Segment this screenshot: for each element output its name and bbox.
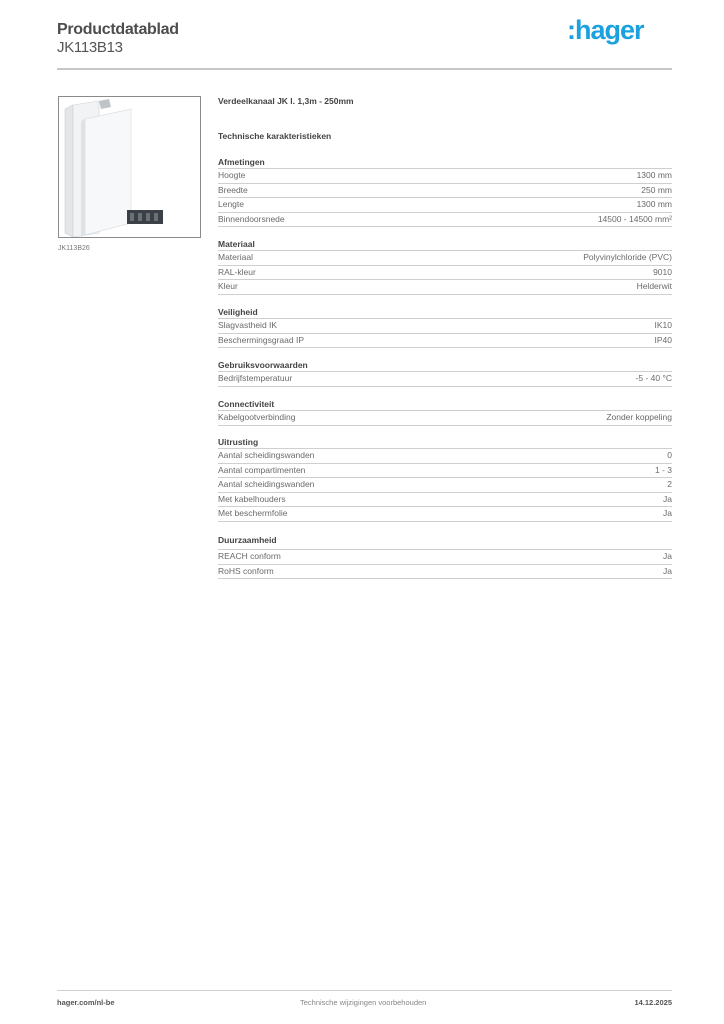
- spec-value: Zonder koppeling: [606, 412, 672, 422]
- spec-label: Lengte: [218, 199, 244, 209]
- spec-value: Helderwit: [636, 281, 672, 291]
- image-caption: JK113B26: [58, 245, 90, 252]
- spec-label: Kleur: [218, 281, 238, 291]
- spec-value: 250 mm: [641, 184, 672, 195]
- spec-label: Binnendoorsnede: [218, 213, 285, 224]
- section-veiligheid: [218, 306, 672, 348]
- spec-row: [218, 411, 672, 426]
- section-afmetingen: [218, 156, 672, 227]
- spec-row: [218, 266, 672, 281]
- cable-duct-illustration: [59, 97, 201, 238]
- spec-label: RAL-kleur: [218, 266, 256, 277]
- section-materiaal: [218, 238, 672, 295]
- hager-logo: :hager: [567, 15, 644, 45]
- section-connectiviteit: [218, 398, 672, 426]
- spec-label: Breedte: [218, 184, 248, 195]
- product-code: JK113B13: [57, 39, 123, 56]
- spec-row: [218, 478, 672, 493]
- section-heading: Veiligheid: [218, 306, 672, 319]
- spec-row: [218, 372, 672, 387]
- section-duurzaamheid: [218, 534, 672, 579]
- tech-title: Technische karakteristieken: [218, 131, 332, 141]
- spec-value: IK10: [654, 320, 672, 330]
- spec-value: Polyvinylchloride (PVC): [583, 252, 672, 262]
- spec-row: [218, 334, 672, 349]
- section-heading: Duurzaamheid: [218, 534, 672, 550]
- product-image: [58, 96, 201, 238]
- spec-value: IP40: [654, 334, 672, 345]
- spec-row: [218, 464, 672, 479]
- section-heading: Uitrusting: [218, 436, 672, 449]
- spec-label: Met beschermfolie: [218, 508, 288, 518]
- spec-value: 9010: [653, 266, 672, 277]
- spec-row: [218, 507, 672, 522]
- footer-divider: [57, 990, 672, 991]
- spec-label: Met kabelhouders: [218, 493, 286, 504]
- spec-label: Aantal scheidingswanden: [218, 450, 315, 460]
- spec-row: [218, 251, 672, 266]
- spec-label: Beschermingsgraad IP: [218, 334, 304, 345]
- spec-row: [218, 184, 672, 199]
- header-divider: [57, 68, 672, 70]
- header-title: Productdatablad: [57, 21, 179, 38]
- spec-value: 0: [667, 450, 672, 460]
- spec-value: Ja: [663, 493, 672, 504]
- section-heading: Materiaal: [218, 238, 672, 251]
- spec-label: Bedrijfstemperatuur: [218, 373, 293, 383]
- spec-label: Materiaal: [218, 252, 253, 262]
- spec-row: [218, 493, 672, 508]
- spec-value: 1300 mm: [636, 199, 672, 209]
- footer-notice: Technische wijzigingen voorbehouden: [300, 998, 427, 1007]
- footer-website: hager.com/nl-be: [57, 998, 115, 1007]
- spec-label: Slagvastheid IK: [218, 320, 278, 330]
- footer-date: 14.12.2025: [634, 998, 672, 1007]
- spec-value: -5 - 40 °C: [635, 373, 672, 383]
- section-gebruiksvoorwaarden: [218, 359, 672, 387]
- spec-row: [218, 550, 672, 565]
- section-heading: Gebruiksvoorwaarden: [218, 359, 672, 372]
- spec-row: [218, 449, 672, 464]
- spec-row: [218, 565, 672, 580]
- spec-value: 2: [667, 479, 672, 489]
- spec-row: [218, 169, 672, 184]
- spec-label: Aantal scheidingswanden: [218, 479, 315, 489]
- product-title: Verdeelkanaal JK l. 1,3m - 250mm: [218, 96, 354, 106]
- spec-value: 14500 - 14500 mm²: [597, 213, 672, 224]
- section-heading: Connectiviteit: [218, 398, 672, 411]
- spec-label: Aantal compartimenten: [218, 464, 306, 475]
- spec-label: Kabelgootverbinding: [218, 412, 296, 422]
- spec-label: Hoogte: [218, 170, 246, 180]
- spec-value: 1 - 3: [654, 464, 672, 475]
- spec-row: [218, 213, 672, 228]
- spec-row: [218, 319, 672, 334]
- spec-value: Ja: [663, 551, 672, 561]
- spec-row: [218, 198, 672, 213]
- spec-value: 1300 mm: [636, 170, 672, 180]
- spec-row: [218, 280, 672, 295]
- spec-value: Ja: [663, 508, 672, 518]
- spec-label: RoHS conform: [218, 565, 274, 576]
- spec-label: REACH conform: [218, 551, 281, 561]
- section-uitrusting: [218, 436, 672, 522]
- spec-value: Ja: [663, 565, 672, 576]
- section-heading: Afmetingen: [218, 156, 672, 169]
